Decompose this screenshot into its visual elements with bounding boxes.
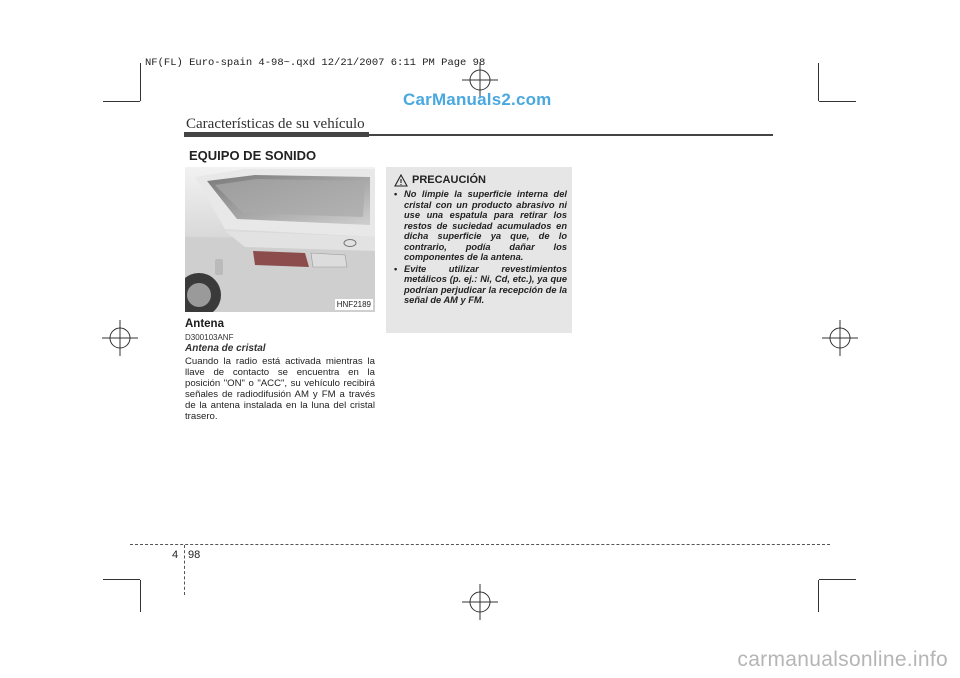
bullet-icon: • (394, 189, 398, 199)
caution-title: PRECAUCIÓN (412, 174, 486, 186)
figure-label: HNF2189 (336, 300, 371, 309)
page-heading: EQUIPO DE SONIDO (189, 148, 317, 163)
crop-mark (818, 63, 819, 101)
caution-item-text: Evite utilizar revestimientos metálicos (p. ej.: Ni, Cd, etc.), ya que podrían perjudicar la recepción de la señal de AM y FM. (404, 263, 567, 305)
crop-mark (818, 580, 819, 612)
crop-mark (819, 579, 856, 580)
car-rear-icon (185, 167, 375, 312)
section-title: Características de su vehículo (186, 116, 365, 132)
crop-mark (103, 579, 140, 580)
footer-separator (184, 545, 185, 595)
caution-list (392, 189, 567, 307)
crop-mark (140, 580, 141, 612)
registration-target-icon (100, 318, 140, 358)
caution-box (386, 167, 572, 333)
file-header: NF(FL) Euro-spain 4-98~.qxd 12/21/2007 6:11 PM Page 98 (145, 57, 486, 69)
footer-rule (130, 544, 830, 545)
site-footer-link[interactable]: carmanualsonline.info (737, 648, 948, 671)
figure-photo (185, 167, 375, 312)
warning-icon (394, 174, 408, 187)
list-item (392, 189, 567, 263)
watermark-logo[interactable]: CarManuals2.com (403, 90, 552, 109)
section-code: D300103ANF (185, 333, 234, 342)
crop-mark (140, 63, 141, 101)
antena-body: Cuando la radio está activada mientras la llave de contacto se encuentra en la posición "ON" o "ACC", su vehículo recibirá señales de radiodifusión AM y FM a través de la antena instalada en la luna del cristal trasero. (185, 356, 375, 423)
chapter-number: 4 (172, 549, 179, 561)
antena-subheading: Antena de cristal (185, 343, 266, 354)
antena-title: Antena (185, 318, 224, 330)
registration-target-icon (460, 582, 500, 622)
header-rule (184, 134, 773, 136)
crop-mark (819, 101, 856, 102)
registration-target-icon (820, 318, 860, 358)
page-number: 98 (188, 549, 201, 561)
crop-mark (103, 101, 140, 102)
caution-item-text: No limpie la superficie interna del cristal con un producto abrasivo ni use una espatula para retirar los restos de suciedad acumulados en dicha superficie ya que, de lo contrario, podía dañar los componentes de la antena. (404, 189, 567, 262)
bullet-icon: • (394, 263, 398, 274)
list-item (392, 264, 567, 306)
